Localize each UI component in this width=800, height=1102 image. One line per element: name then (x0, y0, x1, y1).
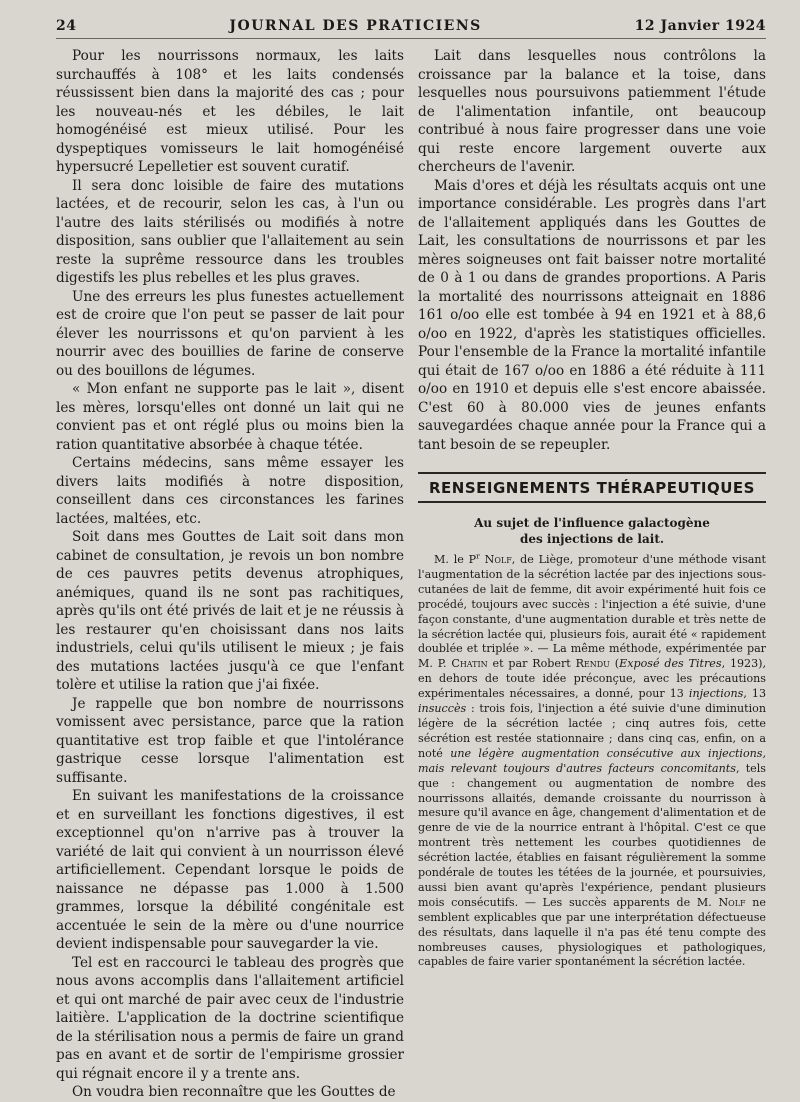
paragraph: Je rappelle que bon nombre de nourrissons vomissent avec persistance, parce que la ration quantitative est trop faible et que l'intolérance gastrique cesse lorsque l'alimentation est suffisante. (56, 695, 404, 786)
text-columns (56, 47, 766, 1102)
text-run: et par Robert (487, 657, 576, 671)
page-header (56, 18, 766, 39)
section-title: RENSEIGNEMENTS THÉRAPEUTIQUES (418, 472, 766, 503)
subheading-line-1: Au sujet de l'influence galactogène (474, 516, 710, 530)
text-run: en 1910 et depuis elle s'est encore abaissée. C'est 60 à 80.000 vies de jeunes enfants sauvegardées chaque année pour la France qui a tant besoin de se repeupler. (418, 381, 766, 453)
paragraph: Tel est en raccourci le tableau des progrès que nous avons accomplis dans l'allaitement artificiel et qui ont marché de pair avec ceux de l'industrie laitière. L'application de la doctrine scientifique de la stérilisation nous a permis de faire un grand pas en avant et de sortir de l'empirisme grossier qui régnait encore il y a trente ans. (56, 954, 404, 1082)
paragraph: Pour les nourrissons normaux, les laits surchauffés à 108° et les laits condensés réussissent bien dans la majorité des cas ; pour les nouveau-nés et les débiles, le lait homogénéisé est mieux utilisé. Pour les dyspeptiques vomisseurs le lait homogénéisé hypersucré Lepelletier est souvent curatif. (56, 48, 404, 175)
italic-quote: une légère augmentation consécutive aux injections, mais relevant toujours d'autres facteurs concomitants (418, 746, 766, 775)
text-run: Mais d'ores et déjà les résultats acquis ont une importance considérable. Les progrès dans l'art de l'allaitement appliqués dans les Gouttes de Lait, les consultations de nourrissons et par les mères soigneuses ont fait baisser notre mortalité de 0 à 1 ou dans de grandes proportions. A Paris la mortalité des nourrissons atteignait en 1886 161 (418, 177, 766, 323)
permil-sign: o/oo (418, 381, 448, 397)
paragraph: Une des erreurs les plus funestes actuellement est de croire que l'on peut se passer de lait pour élever les nourrissons et qu'on parvient à les nourrir avec des bouillies de farine de conserve ou des bouillons de légumes. (56, 288, 404, 379)
mortality-paragraph (418, 177, 766, 455)
paragraph: Certains médecins, sans même essayer les divers laits modifiés à notre disposition, conseillent dans ces circonstances les farines lactées, maltées, etc. (56, 455, 404, 527)
paragraph: Il sera donc loisible de faire des mutations lactées, et de recourir, selon les cas, à l'un ou l'autre des laits stérilisés ou modifiés à notre disposition, sans oublier que l'allaitement au sein reste la suprême ressource dans les troubles digestifs les plus rebelles et les plus graves. (56, 177, 404, 286)
superscript: r (476, 551, 480, 561)
italic-title: Exposé des Titres (619, 657, 722, 671)
paragraph: « Mon enfant ne supporte pas le lait », disent les mères, lorsqu'elles ont donné un lait qui ne convient pas et ont réglé plus ou moins bien la ration quantitative absorbée à chaque tétée. (56, 381, 404, 453)
text-run: , tels que : changement ou augmentation de nombre des nourrissons allaités, demande croissante du nourrisson à mesure qu'il avance en âge, changement d'alimentation et de genre de vie de la nourrice entrant à l'hôpital. C'est ce que montrent très nettement les courbes quotidiennes de sécrétion lactée, établies en faisant régulièrement la somme pondérale de toutes les tétées de la journée, et poursuivies, aussi bien avant qu'après l'expérience, pendant plusieurs mois consécutifs. — Les succès apparents de M. (418, 761, 766, 909)
right-column (418, 47, 766, 1102)
subheading-line-2: des injections de lait. (519, 532, 665, 546)
paragraph: Soit dans mes Gouttes de Lait soit dans mon cabinet de consultation, je revois un bon nombre de ces pauvres petits devenus atrophiques, anémiques, quand ils ne sont pas rachitiques, après qu'ils ont été privés de lait et je ne réussis à les restaurer qu'en choisissant dans nos laits industriels, celui qu'ils utilisent le mieux ; je fais des mutations lactées jusqu'à ce que l'enfant tolère et utilise la ration que j'ai fixée. (56, 529, 404, 693)
permil-sign: o/oo (418, 325, 448, 342)
paragraph: On voudra bien reconnaître que les Gouttes de (72, 1084, 396, 1100)
article-paragraph (418, 553, 766, 970)
page-number: 24 (56, 18, 77, 34)
text-run: en 1922, d'après les statistiques officielles. Pour l'ensemble de la France la mortalité infantile qui était de 167 (418, 325, 766, 379)
permil-sign: o/oo (450, 307, 480, 323)
text-run: elle est tombée à 94 en 1921 et à 88,6 (479, 307, 767, 323)
text-run: , 1923), en dehors de toute idée préconçue, avec les précautions expérimentales nécessaires, a donné, pour 13 (418, 657, 767, 701)
permil-sign: o/oo (535, 362, 565, 379)
journal-title: JOURNAL DES PRATICIENS (229, 18, 482, 34)
left-column (56, 47, 404, 1102)
issue-date: 12 Janvier 1924 (634, 18, 766, 34)
text-run: M. le P (434, 553, 477, 566)
text-run: en 1886 a été réduite à 111 (564, 362, 766, 379)
author-name: Rendu (575, 657, 610, 671)
text-run: ne semblent explicables que par une interprétation défectueuse des résultats, dans laquelle il n'a pas été tenu compte des nombreuses causes, physiologiques et pathologiques, capables de faire varier spontanément la sécrétion lactée. (418, 895, 766, 969)
text-run: ( (609, 657, 620, 671)
italic-term: injections (688, 687, 744, 701)
author-name: Chatin (451, 657, 488, 671)
text-run: , 13 (743, 687, 767, 701)
author-name: Nolf (718, 895, 746, 909)
paragraph: En suivant les manifestations de la croissance et en surveillant les fonctions digestives, il est exceptionnel qu'on n'arrive pas à trouver la variété de lait qui convient à un nourrisson élevé artificiellement. Cependant lorsque le poids de naissance ne dépasse pas 1.000 à 1.500 grammes, lorsque la débilité congénitale est accentuée le sein de la mère ou d'une nourrice devient indispensable pour sauvegarder la vie. (56, 788, 404, 952)
paragraph: Lait dans lesquelles nous contrôlons la croissance par la balance et la toise, dans lesquelles nous poursuivons patiemment l'étude de l'alimentation infantile, ont beaucoup contribué à nous faire progresser dans une voie qui reste encore largement ouverte aux chercheurs de l'avenir. (418, 48, 766, 175)
article-subheading (418, 515, 766, 547)
text-run: , de Liège, promoteur d'une méthode visant l'augmentation de la sécrétion lactée par des injections sous-cutanées de lait de femme, dit avoir expérimenté huit fois ce procédé, toujours avec succès : l'injection a été suivie, d'une façon constante, d'une augmentation durable et très nette de la sécrétion lactée qui, plusieurs fois, aurait été « rapidement doublée et triplée ». — La même méthode, expérimentée par M. P. (418, 553, 766, 671)
author-name: Nolf (484, 553, 512, 566)
italic-term: insuccès (418, 702, 467, 716)
text-run: : trois fois, l'injection a été suivie d'une diminution légère de la sécrétion lactée ; cinq autres fois, cette sécrétion est restée stationnaire ; dans cinq cas, enfin, on a noté (418, 702, 766, 760)
